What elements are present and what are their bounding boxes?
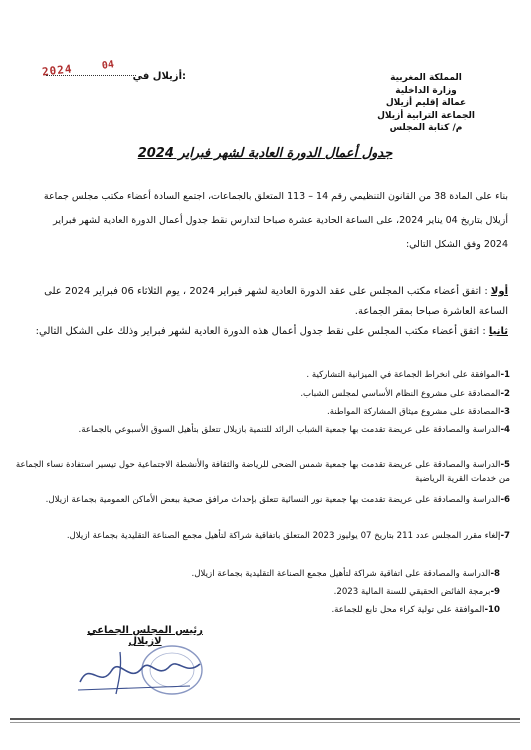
intro-paragraph: بناء على المادة 38 من القانون التنظيمي رقم 14 – 113 المتعلق بالجماعات، اجتمع السادة أعضاء مكتب مجلس جماعة أزيلال بتاريخ 04 يناير 2024، على الساعة الحادية عشرة صباحا لتدارس نقط جدول أعمال الدورة العادية لشهر فبراير 2024 وفق الشكل التالي:	[43, 191, 508, 250]
second-section	[26, 322, 508, 342]
ministry-line: وزارة الداخلية	[395, 85, 457, 96]
first-label: أولا	[490, 286, 508, 297]
first-text: : اتفق أعضاء مكتب المجلس على عقد الدورة العادية لشهر فبراير 2024 ، يوم الثلاثاء 06 فبراير 2024 على الساعة العاشرة صباحا بمقر الجماعة.	[44, 286, 508, 317]
date-line	[36, 59, 186, 86]
date-stamp: 2024	[41, 62, 74, 79]
list-item: 9-برمجة الفائض الحقيقي للسنة المالية 2023.	[333, 587, 500, 597]
list-item: 4-الدراسة والمصادقة على عريضة تقدمت بها جمعية الشباب الرائد للتنمية بازيلال تتعلق بتأهيل السوق الأسبوعي بالجماعة.	[78, 425, 510, 435]
list-item: 7-إلغاء مقرر المجلس عدد 211 بتاريخ 07 يوليوز 2023 المتعلق باتفاقية شراكة لتأهيل مجمع الصناعة التقليدية بجماعة ازيلال.	[66, 531, 510, 541]
list-item: 1-الموافقة على انخراط الجماعة في الميزانية التشاركية .	[306, 370, 510, 380]
date-label: أزيلال في:	[132, 71, 186, 82]
commune-line: الجماعة الترابية أزيلال	[377, 110, 475, 121]
list-item: 10-الموافقة على تولية كراء محل تابع للجماعة.	[331, 605, 500, 615]
second-text: : اتفق أعضاء مكتب المجلس على نقط جدول أعمال هذه الدورة العادية لشهر فبراير وذلك على الشكل التالي:	[35, 326, 486, 337]
list-item: 8-الدراسة والمصادقة على اتفاقية شراكة لتأهيل مجمع الصناعة التقليدية بجماعة ازيلال.	[191, 569, 500, 579]
office-line: م/ كتابة المجلس	[389, 123, 463, 133]
footer-divider-thin	[10, 722, 520, 723]
date-stamp-small: 04	[101, 59, 115, 72]
list-item: 2-المصادقة على مشروع النظام الأساسي لمجلس الشباب.	[300, 389, 510, 399]
signature-stamp-image	[60, 640, 210, 700]
first-section	[26, 282, 508, 322]
page-title: جدول أعمال الدورة العادية لشهر فبراير 2024	[137, 146, 393, 161]
administrative-header	[341, 72, 511, 135]
handwritten-signature-icon	[60, 640, 210, 700]
footer-divider	[10, 718, 520, 720]
list-item: 6-الدراسة والمصادقة على عريضة تقدمت بها جمعية نور النسائية تتعلق بإحداث مرافق صحية ببعض الأماكن العمومية بجماعة ازيلال.	[45, 495, 510, 505]
prefecture-line: عمالة إقليم أزيلال	[385, 98, 467, 108]
signature-title: رئيس المجلس الجماعي لازيلال	[87, 625, 203, 647]
agenda-list	[14, 368, 510, 618]
list-item: 5-الدراسة والمصادقة على عريضة تقدمت بها جمعية شمس الضحى للرياضة والثقافة والأنشطة الاجتماعية حول تيسير استفادة نساء الجماعة من خدمات القرية الرياضية	[15, 460, 510, 484]
list-item: 3-المصادقة على مشروع ميثاق المشاركة المواطنة.	[327, 407, 510, 417]
kingdom-line: المملكة المغربية	[390, 73, 462, 83]
second-label: ثانيا	[488, 326, 508, 337]
